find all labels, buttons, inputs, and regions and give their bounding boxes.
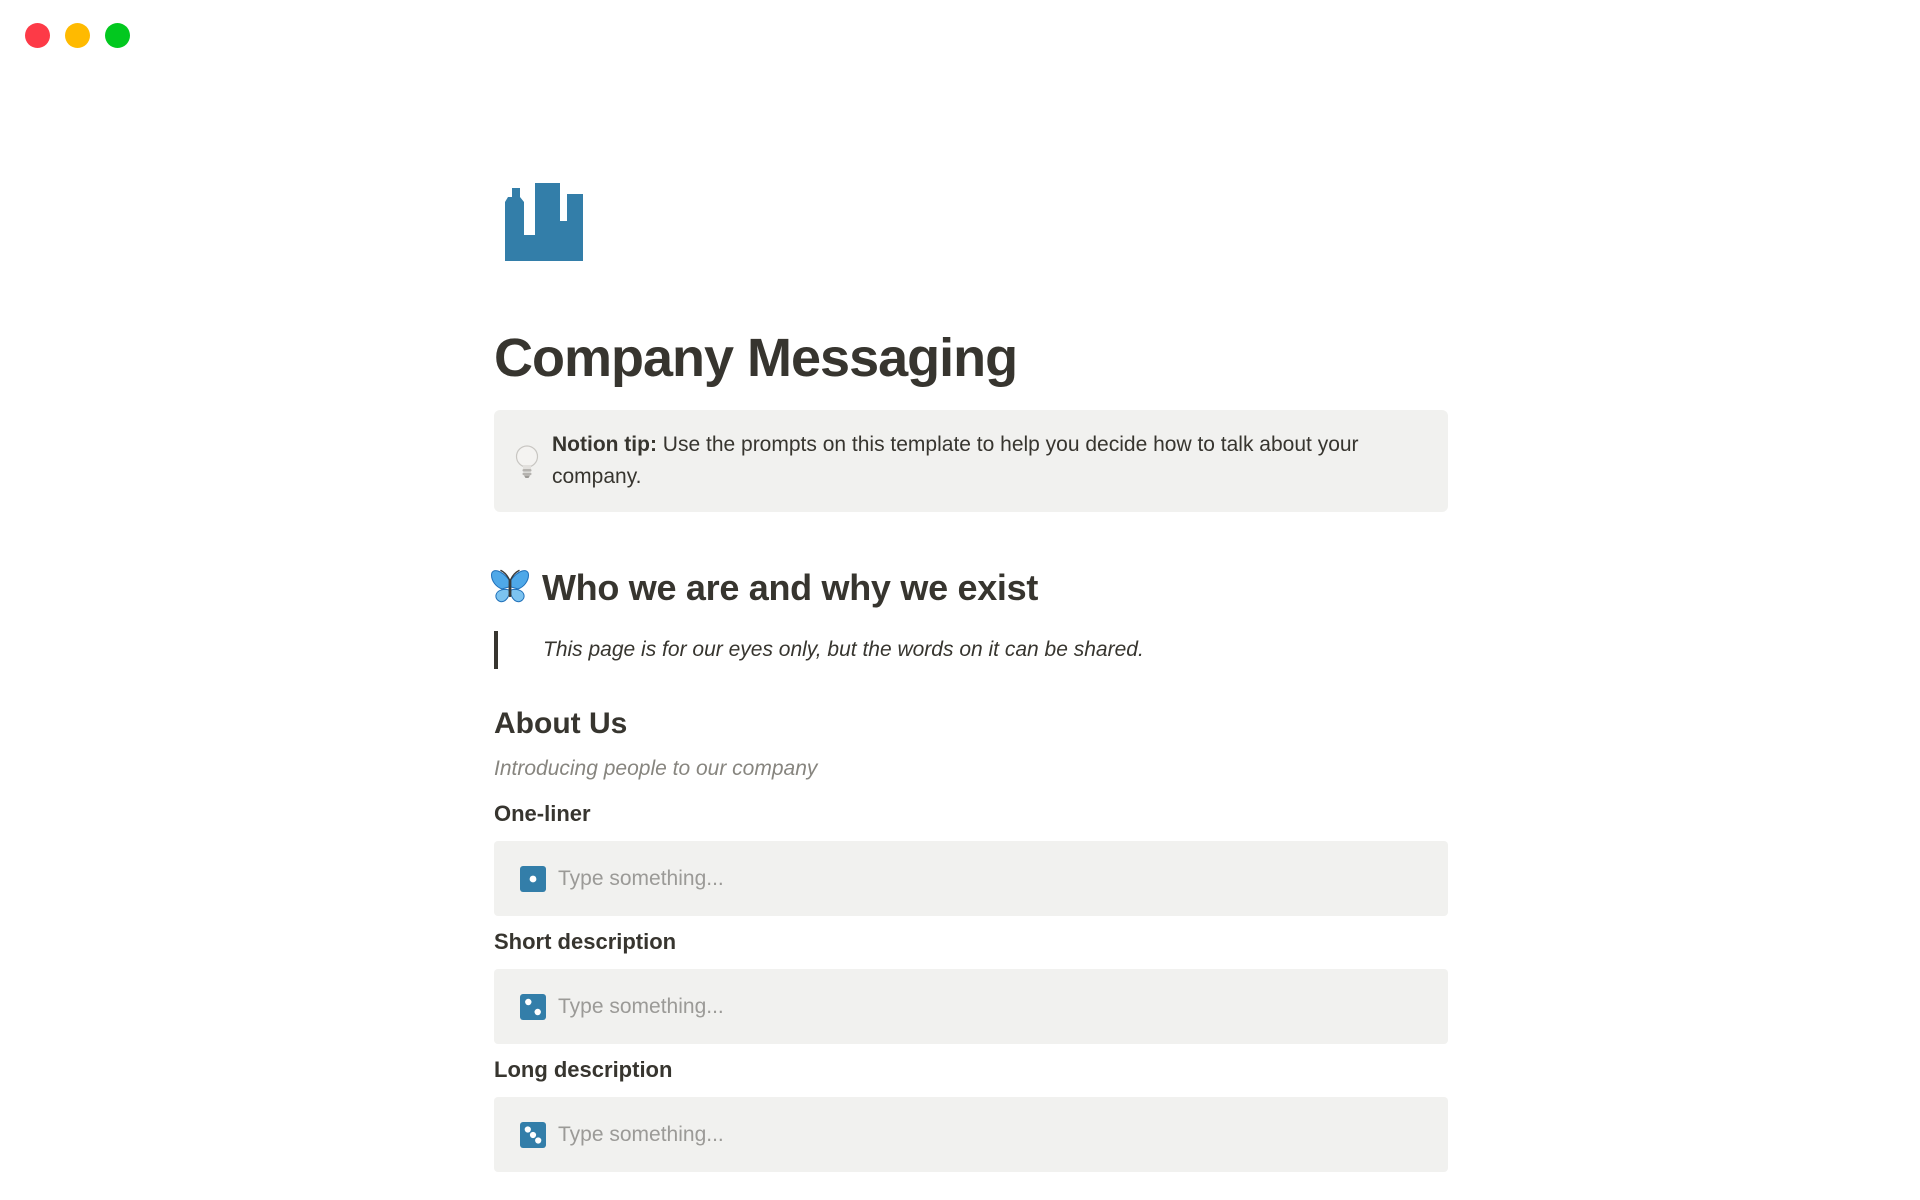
quote-block: This page is for our eyes only, but the words on it can be shared. bbox=[494, 631, 1448, 669]
minimize-window-button[interactable] bbox=[65, 23, 90, 48]
one-liner-placeholder: Type something... bbox=[558, 866, 724, 890]
zoom-window-button[interactable] bbox=[105, 23, 130, 48]
section-heading: Who we are and why we exist bbox=[542, 567, 1039, 608]
one-liner-label: One-liner bbox=[494, 801, 591, 826]
close-window-button[interactable] bbox=[25, 23, 50, 48]
callout-text bbox=[552, 429, 1428, 493]
die-two-icon bbox=[520, 994, 546, 1020]
page-title: Company Messaging bbox=[494, 328, 1018, 388]
short-description-placeholder: Type something... bbox=[558, 994, 724, 1018]
callout-bold-label: Notion tip: bbox=[552, 433, 657, 456]
long-description-field bbox=[494, 1055, 1448, 1172]
about-us-heading: About Us bbox=[494, 707, 628, 740]
die-three-icon bbox=[520, 1122, 546, 1148]
city-buildings-icon[interactable] bbox=[505, 183, 583, 261]
callout-body-text: Use the prompts on this template to help you decide how to talk about your company. bbox=[552, 433, 1359, 488]
short-description-label: Short description bbox=[494, 929, 677, 954]
long-description-placeholder: Type something... bbox=[558, 1122, 724, 1146]
about-us-subtitle: Introducing people to our company bbox=[494, 757, 818, 780]
die-one-icon bbox=[520, 866, 546, 892]
section-heading-row bbox=[494, 564, 1448, 611]
butterfly-emoji bbox=[490, 568, 530, 608]
long-description-label: Long description bbox=[494, 1057, 673, 1082]
one-liner-field bbox=[494, 799, 1448, 916]
one-liner-input[interactable] bbox=[494, 841, 1448, 916]
long-description-input[interactable] bbox=[494, 1097, 1448, 1172]
notion-page bbox=[494, 183, 1448, 1172]
window-controls bbox=[25, 23, 130, 48]
light-bulb-emoji bbox=[514, 429, 540, 493]
notion-tip-callout bbox=[494, 410, 1448, 512]
short-description-input[interactable] bbox=[494, 969, 1448, 1044]
short-description-field bbox=[494, 927, 1448, 1044]
